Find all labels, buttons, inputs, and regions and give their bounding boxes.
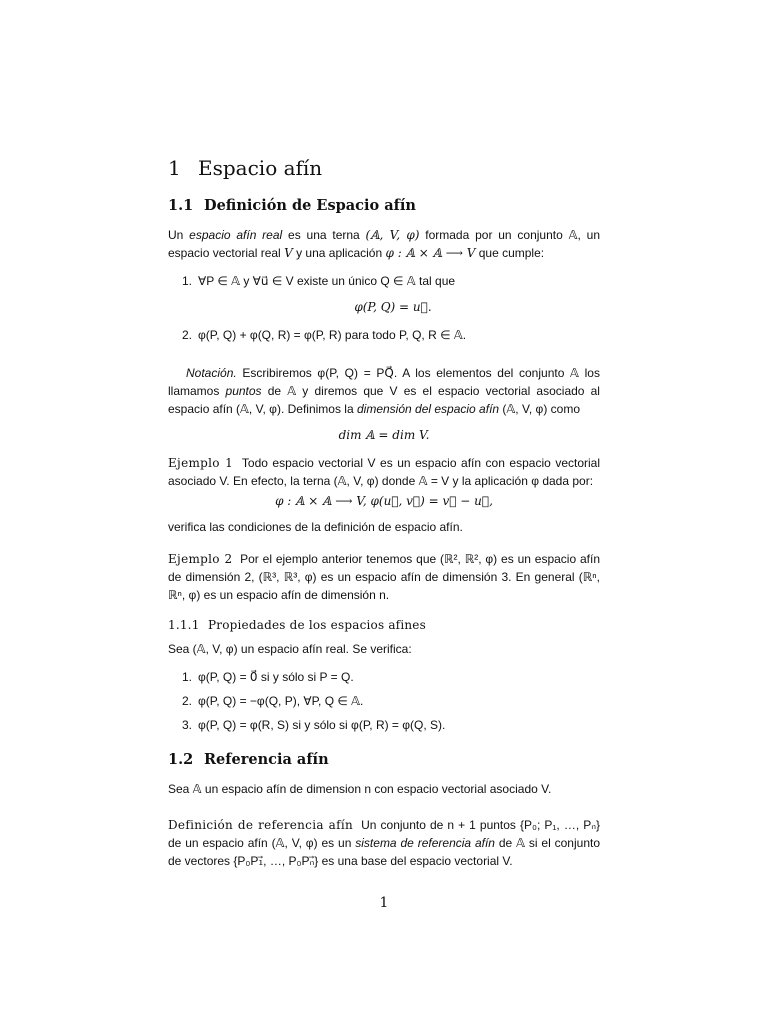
math-inline: V <box>284 246 293 260</box>
item-number: 3. <box>182 718 193 732</box>
item-text: ∀P ∈ 𝔸 y ∀u⃗ ∈ V existe un único Q ∈ 𝔸 tal que <box>198 274 456 288</box>
item-text: φ(P, Q) = −φ(Q, P), ∀P, Q ∈ 𝔸. <box>198 694 364 708</box>
list-item <box>182 272 600 316</box>
section-number: 1 <box>168 156 181 180</box>
example-text: Por el ejemplo anterior tenemos que (ℝ², ℝ², φ) es un espacio afín de dimensión 2, (ℝ³, ℝ³, φ) es un espacio afín de dimensión 3. En general (ℝⁿ, ℝⁿ, φ) es un espacio afín de dimensión n. <box>168 552 601 602</box>
subsubsection-title: Propiedades de los espacios afines <box>208 618 426 632</box>
text-fragment: (𝔸, V, φ) como <box>502 402 580 416</box>
math-inline: φ : 𝔸 × 𝔸 ⟶ V <box>385 246 476 260</box>
section-title: Espacio afín <box>198 156 323 180</box>
math-inline: (𝔸, V, φ) <box>365 228 420 242</box>
text-fragment: y una aplicación <box>296 246 383 260</box>
subsection-title: Definición de Espacio afín <box>204 197 416 214</box>
list-item <box>182 716 600 734</box>
defined-term: sistema de referencia afín <box>355 836 495 850</box>
example-2 <box>168 550 600 604</box>
item-text: φ(P, Q) = 0⃗ si y sólo si P = Q. <box>198 670 354 684</box>
example-text: Todo espacio vectorial V es un espacio afín con espacio vectorial asociado V. En efecto, la terna (𝔸, V, φ) donde 𝔸 = V y la aplicación φ dada por: <box>168 456 601 488</box>
conditions-list <box>168 272 600 344</box>
defined-term: puntos <box>225 384 262 398</box>
notation-label: Notación. <box>186 366 237 380</box>
properties-intro: Sea (𝔸, V, φ) un espacio afín real. Se verifica: <box>168 642 412 656</box>
text-fragment: Un conjunto de n + 1 puntos {P₀; P₁, …, Pₙ} de un espacio afín (𝔸, V, φ) es un <box>168 818 601 850</box>
page-number: 1 <box>379 895 389 911</box>
text-fragment: que cumple: <box>478 246 545 260</box>
subsection-heading-referencia <box>168 750 600 770</box>
item-text: φ(P, Q) + φ(Q, R) = φ(P, R) para todo P, Q, R ∈ 𝔸. <box>198 328 467 342</box>
text-fragment: de 𝔸 y diremos que V es el espacio vectorial asociado al espacio afín (𝔸, V, φ). Definimos la <box>168 384 600 416</box>
item-text: φ(P, Q) = φ(R, S) si y sólo si φ(P, R) = φ(Q, S). <box>198 718 446 732</box>
display-equation: φ : 𝔸 × 𝔸 ⟶ V, φ(u⃗, v⃗) = v⃗ − u⃗, <box>275 494 493 508</box>
example-label: Ejemplo 2 <box>168 552 233 566</box>
example-label: Ejemplo 1 <box>168 456 234 470</box>
text-fragment: Un <box>168 228 184 242</box>
subsection-number: 1.2 <box>168 751 194 768</box>
section-heading <box>168 156 600 180</box>
display-equation: dim 𝔸 = dim V. <box>338 428 430 442</box>
text-fragment: Escribiremos φ(P, Q) = PQ⃗. A los elementos del conjunto 𝔸 los llamamos <box>168 366 600 398</box>
item-number: 2. <box>182 328 193 342</box>
list-item <box>182 668 600 686</box>
subsection-heading-definicion <box>168 196 600 216</box>
definition-label: Definición de referencia afín <box>168 818 354 832</box>
text-fragment: es una terna <box>288 228 360 242</box>
page-content <box>168 150 600 870</box>
example-1-conclusion: verifica las condiciones de la definición de espacio afín. <box>168 520 463 534</box>
example-1 <box>168 454 600 490</box>
item-number: 2. <box>182 694 193 708</box>
definition-paragraph <box>168 226 600 262</box>
subsection-title: Referencia afín <box>204 751 329 768</box>
notation-paragraph <box>168 364 600 418</box>
subsubsection-number: 1.1.1 <box>168 618 200 632</box>
text-fragment: de 𝔸 si el conjunto de vectores {P₀P₁⃗, …, P₀Pₙ⃗} es una base del espacio vectorial V. <box>168 836 601 868</box>
subsection-number: 1.1 <box>168 197 194 214</box>
list-item <box>182 326 600 344</box>
display-equation: φ(P, Q) = u⃗. <box>354 300 432 314</box>
text-fragment: formada por un conjunto 𝔸, un espacio vectorial real <box>168 228 600 260</box>
list-item <box>182 692 600 710</box>
subsubsection-heading <box>168 616 600 634</box>
reference-paragraph: Sea 𝔸 un espacio afín de dimension n con espacio vectorial asociado V. <box>168 782 552 796</box>
defined-term: dimensión del espacio afín <box>356 402 500 416</box>
properties-list <box>168 668 600 734</box>
item-number: 1. <box>182 274 193 288</box>
item-number: 1. <box>182 670 193 684</box>
reference-definition <box>168 816 600 870</box>
defined-term: espacio afín real <box>189 228 283 242</box>
